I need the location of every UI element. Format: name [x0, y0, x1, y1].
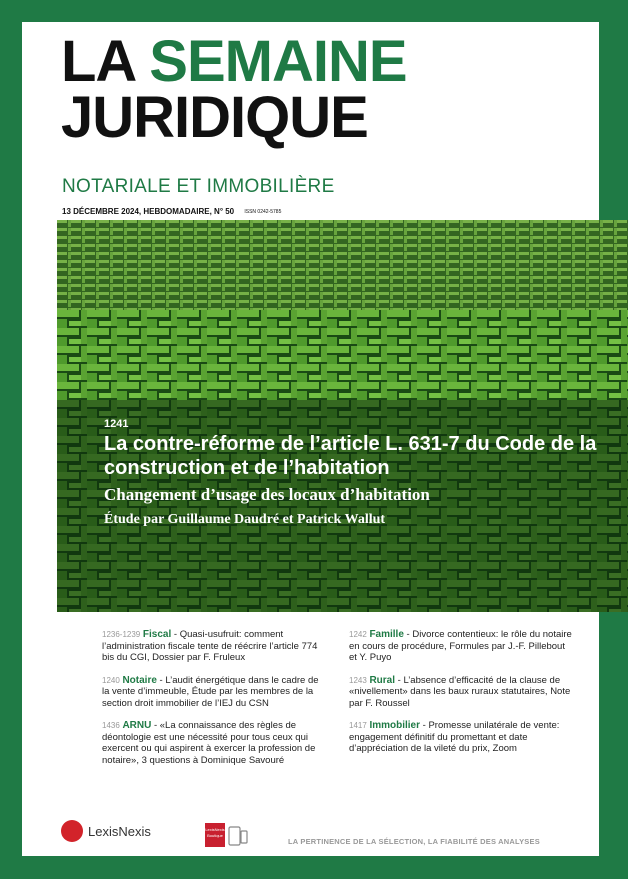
entry-category: Rural	[369, 674, 395, 686]
entry-category: Notaire	[122, 674, 157, 686]
entry-category: ARNU	[122, 720, 152, 731]
entry-text: - L’audit énergétique dans le cadre de la vente d’immeuble, Étude par les membres de la section droit immobilier de l’IEJ du CSN	[102, 674, 319, 709]
lexisnexis-logo-icon	[61, 820, 83, 842]
entry-text: - «La connaissance des règles de déontologie est une nécessité pour tous ceux qui exercent ou qui aspirent à exercer la profession de notaire», 3 questions à Dominique Savouré	[102, 720, 316, 766]
article-title: La contre-réforme de l’article L. 631-7 du Code de la construction et de l’habitation	[104, 433, 597, 479]
entry-category: Famille	[369, 629, 404, 640]
title-word-la: LA	[61, 29, 135, 94]
entry-category: Immobilier	[369, 720, 421, 731]
title-word-juridique: JURIDIQUE	[61, 85, 368, 150]
article-byline: Étude par Guillaume Daudré et Patrick Wallut	[104, 512, 386, 527]
entry-text: - Promesse unilatérale de vente: engagement définitif du promettant et date d’appréciation de la vileté du prix, Zoom	[349, 720, 560, 754]
publisher-tagline: LA PERTINENCE DE LA SÉLECTION, LA FIABILITÉ DES ANALYSES	[288, 837, 540, 846]
summary-entry	[102, 629, 327, 664]
summary-entry	[102, 720, 327, 766]
summary-entry	[102, 675, 327, 710]
cover-article	[104, 418, 604, 528]
issue-dateline	[62, 207, 281, 216]
entry-ref: 1417	[349, 721, 367, 730]
entry-text: - Divorce contentieux: le rôle du notaire en cours de procédure, Formules par J.-F. Pillebout et Y. Puyo	[349, 629, 572, 663]
entry-ref: 1236-1239	[102, 630, 141, 639]
magazine-subtitle: NOTARIALE ET IMMOBILIÈRE	[62, 176, 335, 197]
devices-icon	[228, 825, 248, 847]
entry-text: - L’absence d’efficacité de la clause de «nivellement» dans les baux ruraux statutaires, Note par F. Roussel	[349, 674, 571, 709]
magazine-title	[61, 29, 407, 150]
entry-ref: 1240	[102, 675, 120, 685]
cover-image	[57, 220, 628, 612]
entry-category: Fiscal	[142, 629, 172, 640]
entry-ref: 1243	[349, 675, 367, 685]
summary-right-column	[349, 629, 574, 766]
issue-date: 13 DÉCEMBRE 2024, HEBDOMADAIRE, N° 50	[62, 207, 235, 216]
hedge-maze-illustration	[57, 220, 628, 612]
boutique-badge: LexisNexis Boutique	[205, 823, 225, 847]
summary-entry	[349, 720, 574, 755]
publisher-name: LexisNexis	[88, 823, 151, 839]
publisher-logo	[61, 820, 151, 842]
article-subtitle: Changement d’usage des locaux d’habitation	[104, 485, 430, 504]
issn-number: ISSN 0242-5785	[244, 208, 282, 215]
entry-ref: 1436	[102, 721, 120, 730]
entry-ref: 1242	[349, 630, 367, 639]
summary-entry	[349, 675, 574, 710]
summary-left-column	[102, 629, 327, 777]
title-word-semaine: SEMAINE	[149, 29, 407, 94]
article-number: 1241	[104, 418, 129, 430]
summary-entry	[349, 629, 574, 664]
entry-text: - Quasi-usufruit: comment l’administration fiscale tente de réécrire l’article 774 bis du CGI, Dossier par F. Fruleux	[102, 629, 318, 663]
